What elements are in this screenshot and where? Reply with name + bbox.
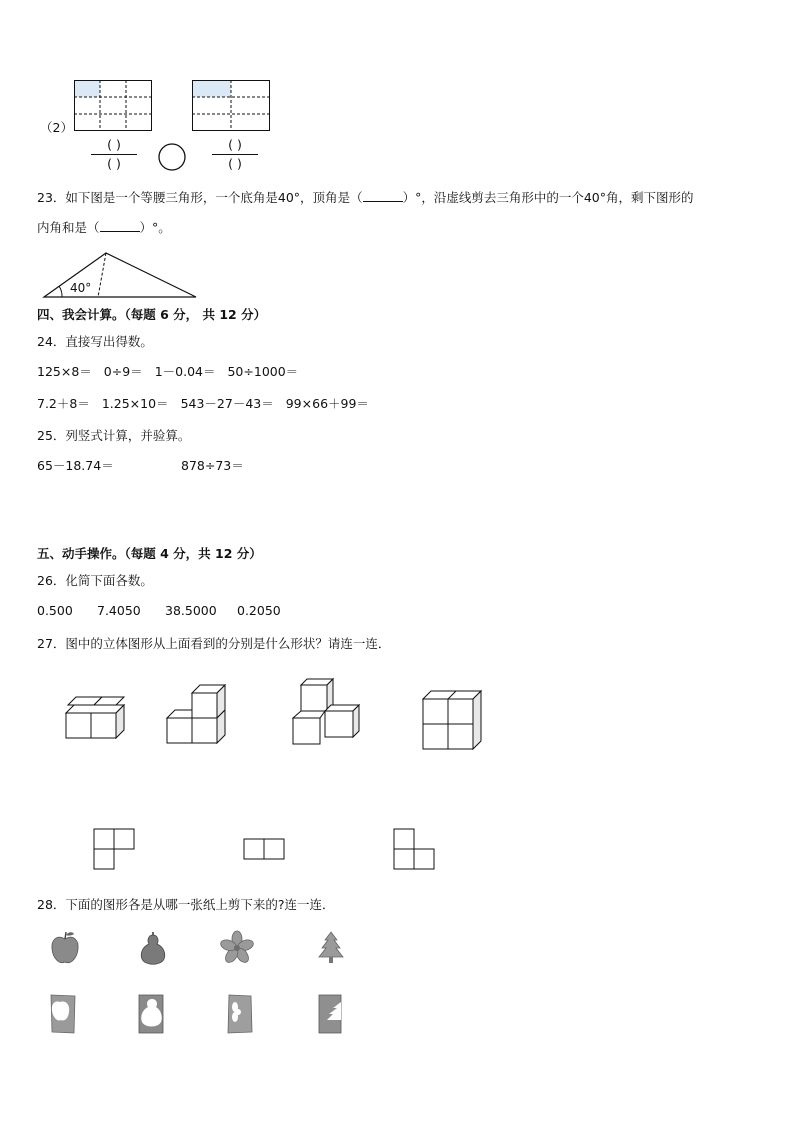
q27-title: 27．图中的立体图形从上面看到的分别是什么形状？请连一连． xyxy=(37,636,391,651)
q26-item[interactable]: 0.500 xyxy=(37,603,73,618)
grid-left-shaded-cell xyxy=(74,80,100,97)
grid-right xyxy=(192,80,270,131)
fraction-left[interactable]: ( ) ( ) xyxy=(88,136,140,173)
top-view-3[interactable] xyxy=(393,828,437,872)
solid-3[interactable] xyxy=(292,678,362,746)
tree-icon[interactable] xyxy=(315,930,347,966)
top-view-2[interactable] xyxy=(243,838,287,862)
q26-item[interactable]: 7.4050 xyxy=(97,603,141,618)
q24-expr[interactable]: 1－0.04＝ xyxy=(154,364,216,379)
q24-title: 24．直接写出得数。 xyxy=(37,334,153,349)
flower-icon[interactable] xyxy=(220,931,254,965)
q25-title: 25．列竖式计算，并验算。 xyxy=(37,428,191,443)
q24-expr[interactable]: 1.25×10＝ xyxy=(101,396,169,411)
q24-expr[interactable]: 543－27－43＝ xyxy=(180,396,274,411)
q24-expr[interactable]: 125×8＝ xyxy=(37,364,92,379)
grid-left xyxy=(74,80,152,131)
angle-label: 40° xyxy=(70,281,92,295)
q24-expr[interactable]: 7.2＋8＝ xyxy=(37,396,90,411)
q26-item[interactable]: 38.5000 xyxy=(165,603,217,618)
paper-gourd-cut[interactable] xyxy=(136,993,166,1035)
q25-item[interactable]: 65－18.74＝ xyxy=(37,458,114,473)
q25-item[interactable]: 878÷73＝ xyxy=(181,458,244,473)
top-view-1[interactable] xyxy=(93,828,137,872)
compare-circle[interactable] xyxy=(158,143,186,171)
section5-title: 五、动手操作。（每题 4 分，共 12 分） xyxy=(37,546,262,561)
apple-icon[interactable] xyxy=(50,930,80,966)
q24-expr[interactable]: 50÷1000＝ xyxy=(227,364,299,379)
q24-row1 xyxy=(37,364,310,380)
q22-part2 xyxy=(0,0,794,180)
q23-blank-sum[interactable] xyxy=(100,219,140,232)
q28-title: 28．下面的图形各是从哪一张纸上剪下来的?连一连． xyxy=(37,897,335,912)
q26-title: 26．化简下面各数。 xyxy=(37,573,153,588)
q24-expr[interactable]: 99×66＋99＝ xyxy=(285,396,369,411)
paper-apple-cut[interactable] xyxy=(48,993,78,1035)
paper-tree-cut[interactable] xyxy=(316,993,344,1035)
grid-right-shaded-cell xyxy=(192,80,231,97)
isosceles-triangle-figure xyxy=(40,250,200,300)
q22-part2-label: （2） xyxy=(40,120,73,135)
q23-line1: 23．如下图是一个等腰三角形，一个底角是40°，顶角是（ ）°，沿虚线剪去三角形中的一个40°角，剩下图形的 xyxy=(37,190,694,205)
q24-row2 xyxy=(37,396,381,412)
solid-2[interactable] xyxy=(166,684,228,746)
q23-blank-apex[interactable] xyxy=(363,189,403,202)
solid-1[interactable] xyxy=(64,695,126,741)
gourd-icon[interactable] xyxy=(138,930,168,968)
q24-expr[interactable]: 0÷9＝ xyxy=(103,364,143,379)
solid-4[interactable] xyxy=(422,690,484,752)
q26-item[interactable]: 0.2050 xyxy=(237,603,281,618)
q23-line2: 内角和是（ ）°。 xyxy=(37,220,171,235)
paper-flower-cut[interactable] xyxy=(226,993,254,1035)
section4-title: 四、我会计算。（每题 6 分， 共 12 分） xyxy=(37,307,267,322)
fraction-right[interactable]: ( ) ( ) xyxy=(209,136,261,173)
